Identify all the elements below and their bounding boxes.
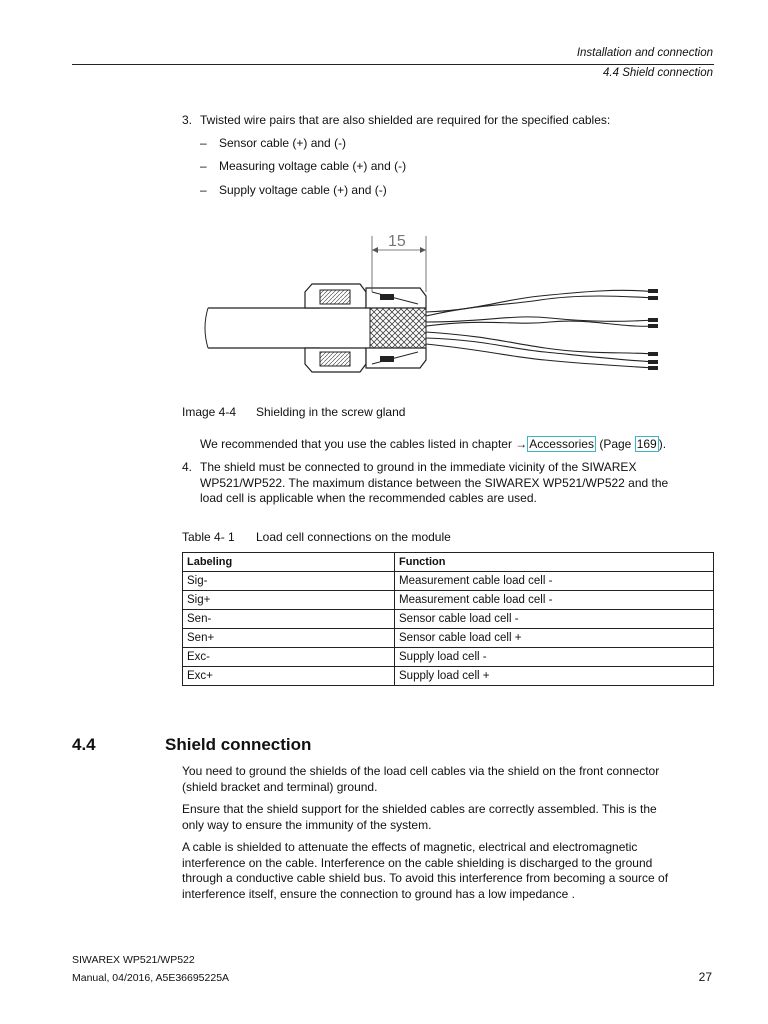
paragraph [182,840,668,902]
table-row [183,591,714,610]
header-rule [72,64,714,65]
twisted-wires [426,290,655,368]
header-section: 4.4 Shield connection [603,67,713,79]
table-cell: Measurement cable load cell - [395,572,714,591]
paragraph-line: only way to ensure the immunity of the system. [182,817,432,832]
paragraph-line: interference on the cable. Interference on the cable shielding is discharged to the ground [182,855,653,870]
item4-line: load cell is applicable when the recommended cables are used. [200,491,537,505]
paragraph-line: You need to ground the shields of the load cell cables via the shield on the front connector [182,764,660,778]
item4-number: 4. [182,460,193,474]
section-number: 4.4 [72,735,96,754]
paragraph-line: through a conductive cable shield bus. To avoid this interference from becoming a source of [182,871,669,885]
recommend-line [200,437,666,453]
screw-gland-figure [200,222,680,392]
table-cell: Exc+ [183,667,395,686]
footer-product: SIWAREX WP521/WP522 [72,954,195,966]
paragraph-line: (shield bracket and terminal) ground. [182,779,378,794]
recommend-mid: (Page [595,437,635,451]
table-header: Labeling [183,553,395,572]
figure-label: Image 4-4 [182,405,237,419]
table-cell: Sensor cable load cell + [395,629,714,648]
bullet-dash: – [200,183,207,197]
table-header: Function [395,553,714,572]
recommend-pre: We recommended that you use the cables listed in chapter → [200,437,528,451]
table-cell: Sensor cable load cell - [395,610,714,629]
table-row [183,667,714,686]
paragraph [182,764,659,795]
table-cell: Sen+ [183,629,395,648]
item4-text [200,460,668,507]
table-cell: Measurement cable load cell - [395,591,714,610]
table-row [183,572,714,591]
paragraph-line: Ensure that the shield support for the shielded cables are correctly assembled. This is the [182,802,657,816]
table-cell: Sig- [183,572,395,591]
bullet-item: Supply voltage cable (+) and (-) [219,183,387,197]
table-header-row [183,553,714,572]
dimension-15 [372,233,426,292]
load-cell-table [182,552,714,686]
page-link[interactable]: 169 [636,437,657,451]
page-number: 27 [698,970,712,984]
section-title: Shield connection [165,735,312,754]
header-chapter: Installation and connection [576,47,713,59]
accessories-link[interactable]: Accessories [529,437,594,451]
table-label: Table 4- 1 [182,530,235,544]
recommend-post: ). [658,437,667,451]
table-cell: Sen- [183,610,395,629]
bullet-item: Sensor cable (+) and (-) [219,136,347,150]
paragraph [182,802,657,833]
dimension-label: 15 [388,233,406,250]
table-cell: Supply load cell - [395,648,714,667]
item4-line: WP521/WP522. The maximum distance between the SIWAREX WP521/WP522 and the [200,475,669,490]
paragraph-line: A cable is shielded to attenuate the effects of magnetic, electrical and electromagnetic [182,840,638,854]
item3-text: Twisted wire pairs that are also shielded are required for the specified cables: [200,113,611,127]
table-row [183,629,714,648]
figure-caption: Shielding in the screw gland [256,405,406,419]
table-cell: Sig+ [183,591,395,610]
bullet-item: Measuring voltage cable (+) and (-) [219,159,407,173]
item4-line: The shield must be connected to ground in the immediate vicinity of the SIWAREX [200,460,637,474]
table-row [183,610,714,629]
table-cell: Supply load cell + [395,667,714,686]
table-cell: Exc- [183,648,395,667]
table-caption: Load cell connections on the module [256,530,451,544]
bullet-dash: – [200,136,207,150]
table-row [183,648,714,667]
shield-braid [370,308,426,348]
footer-manual: Manual, 04/2016, A5E36695225A [72,972,230,984]
paragraph-line: interference itself, ensure the connection to ground has a low impedance . [182,886,575,901]
item3-number: 3. [182,113,193,127]
bullet-dash: – [200,159,207,173]
